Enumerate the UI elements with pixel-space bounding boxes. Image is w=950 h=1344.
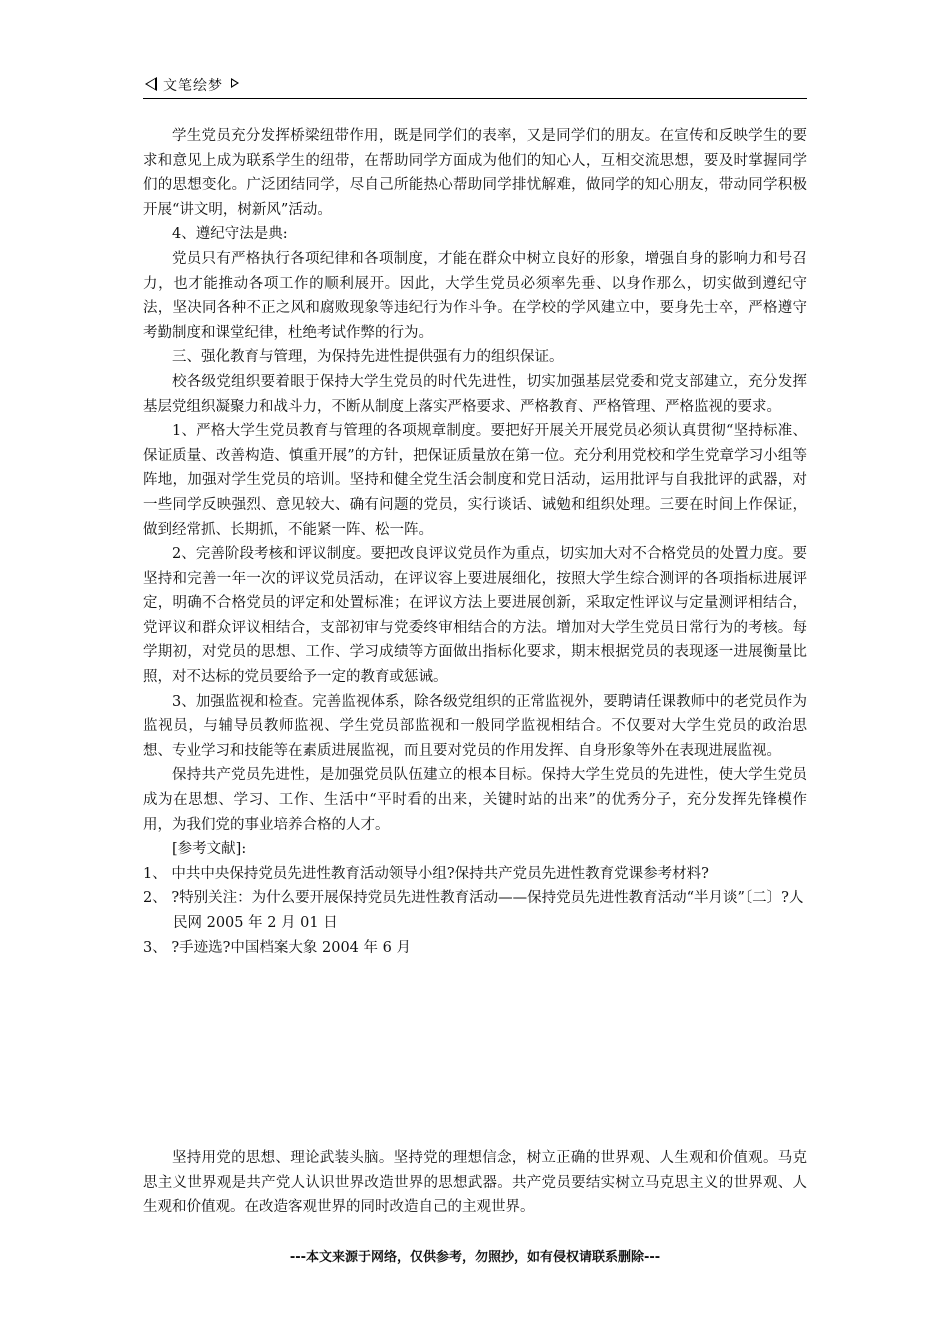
paragraph: 学生党员充分发挥桥梁纽带作用，既是同学们的表率，又是同学们的朋友。在宣传和反映学生的要求和意见上成为联系学生的纽带，在帮助同学方面成为他们的知心人，互相交流思想，要及时掌握同学们的思想变化。广泛团结同学，尽自己所能热心帮助同学排忧解难，做同学的知心朋友，带动同学积极开展“讲文明，树新风”活动。 — [143, 128, 807, 218]
extra-content — [143, 1146, 807, 1220]
paragraph: 党员只有严格执行各项纪律和各项制度，才能在群众中树立良好的形象，增强自身的影响力和号召力，也才能推动各项工作的顺利展开。因此，大学生党员必须率先垂、以身作那么，切实做到遵纪守法，坚决同各种不正之风和腐败现象等违纪行为作斗争。在学校的学风建立中，要身先士卒，严格遵守考勤制度和课堂纪律，杜绝考试作弊的行为。 — [143, 250, 807, 341]
paragraph: 3、加强监视和检查。完善监视体系，除各级党组织的正常监视外，要聘请任课教师中的老党员作为监视员，与辅导员教师监视、学生党员部监视和一般同学监视相结合。不仅要对大学生党员的政治思想、专业学习和技能等在素质进展监视，而且要对党员的作用发挥、自身形象等外在表现进展监视。 — [143, 693, 807, 759]
paragraph: 坚持用党的思想、理论武装头脑。坚持党的理想信念，树立正确的世界观、人生观和价值观。马克思主义世界观是共产党人认识世界改造世界的思想武器。共产党员要结实树立马克思主义的世界观、人生观和价值观。在改造客观世界的同时改造自己的主观世界。 — [143, 1150, 807, 1216]
paragraph: 4、遵纪守法是典: — [172, 226, 288, 243]
reference-item: 3、 ?手迹选?中国档案大象 2004 年 6 月 — [143, 939, 411, 956]
page-header — [143, 72, 807, 99]
paragraph: 2、完善阶段考核和评议制度。要把改良评议党员作为重点，切实加大对不合格党员的处置力度。要坚持和完善一年一次的评议党员活动，在评议容上要进展细化，按照大学生综合测评的各项指标进展评定，明确不合格党员的评定和处置标准；在评议方法上要进展创新，采取定性评议与定量测评相结合，党评议和群众评议相结合，支部初审与党委终审相结合的方法。增加对大学生党员日常行为的考核。每学期初，对党员的思想、工作、学习成绩等方面做出指标化要求，期末根据党员的表现逐一进展衡量比照，对不达标的党员要给予一定的教育或惩诫。 — [143, 546, 807, 686]
paragraph: 保持共产党员先进性，是加强党员队伍建立的根本目标。保持大学生党员的先进性，使大学生党员成为在思想、学习、工作、生活中“平时看的出来，关键时站的出来”的优秀分子，充分发挥先锋模作用，为我们党的事业培养合格的人才。 — [143, 767, 807, 833]
paragraph: 校各级党组织要着眼于保持大学生党员的时代先进性，切实加强基层党委和党支部建立，充分发挥基层党组织凝聚力和战斗力，不断从制度上落实严格要求、严格教育、严格管理、严格监视的要求。 — [143, 373, 807, 415]
section-heading: 三、强化教育与管理，为保持先进性提供强有力的组织保证。 — [172, 349, 564, 366]
footer-notice: ---本文来源于网络，仅供参考，勿照抄，如有侵权请联系删除--- — [289, 1250, 661, 1265]
main-content — [143, 124, 807, 960]
reference-item: 1、 中共中央保持党员先进性教育活动领导小组?保持共产党员先进性教育党课参考材料? — [143, 865, 709, 882]
reference-item: 2、 ?特别关注：为什么要开展保持党员先进性教育活动——保持党员先进性教育活动“半月谈”〔二〕?人民网 2005 年 2 月 01 日 — [143, 890, 804, 931]
paragraph: 1、严格大学生党员教育与管理的各项规章制度。要把好开展关开展党员必须认真贯彻“坚持标准、保证质量、改善构造、慎重开展”的方针，把保证质量放在第一位。充分利用党校和学生党章学习小组等阵地，加强对学生党员的培训。坚持和健全党生活会制度和党日活动，运用批评与自我批评的武器，对一些同学反映强烈、意见较大、确有问题的党员，实行谈话、诫勉和组织处理。三要在时间上作保证，做到经常抓、长期抓，不能紧一阵、松一阵。 — [143, 423, 807, 538]
triangle-right-icon — [231, 78, 239, 88]
references-heading: [参考文献]: — [172, 841, 247, 858]
triangle-left-icon — [145, 77, 157, 91]
header-title: 文笔绘梦 — [163, 78, 223, 94]
